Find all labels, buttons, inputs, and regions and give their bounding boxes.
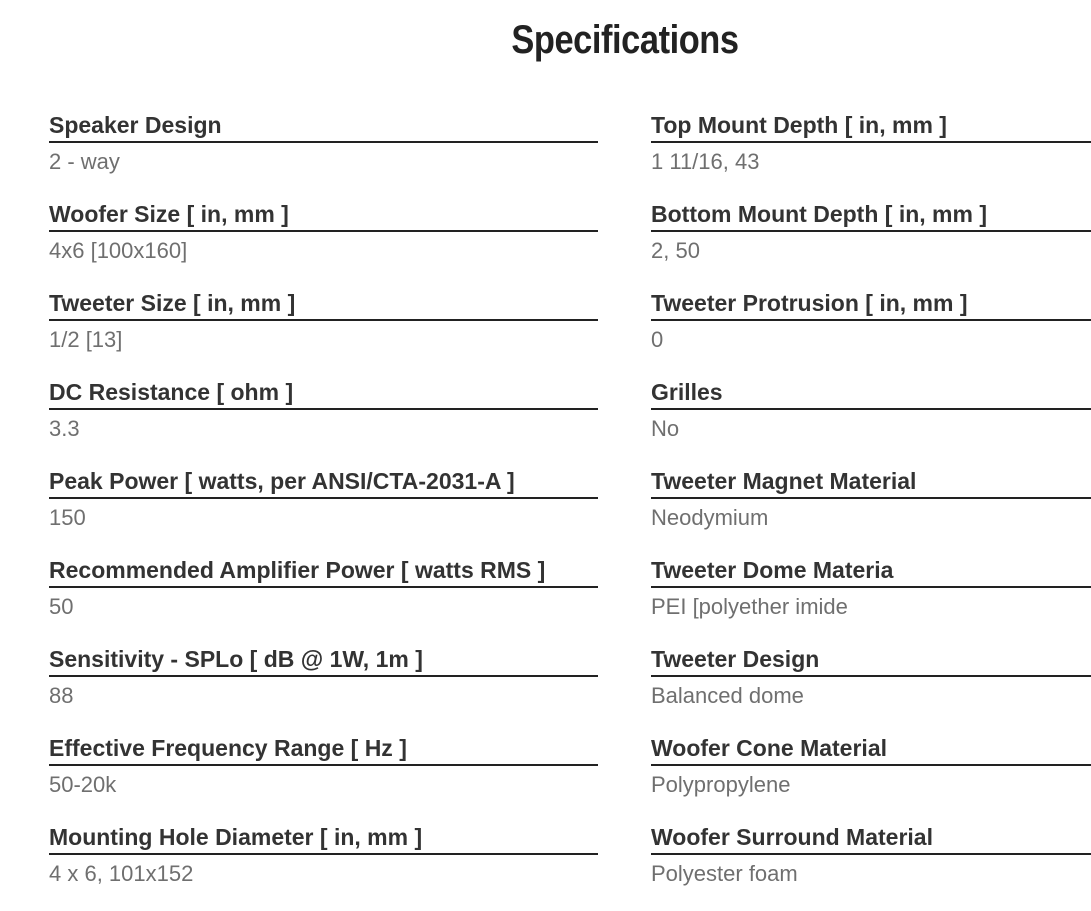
spec-value: 2 - way — [49, 147, 598, 177]
spec-value: 4x6 [100x160] — [49, 236, 598, 266]
spec-mounting-hole-diameter — [49, 822, 598, 911]
spec-value: 1/2 [13] — [49, 325, 598, 355]
spec-effective-frequency-range — [49, 733, 598, 822]
spec-label: Bottom Mount Depth [ in, mm ] — [651, 199, 1091, 232]
spec-top-mount-depth — [651, 110, 1091, 199]
specs-left-column — [49, 110, 598, 911]
spec-label: Tweeter Magnet Material — [651, 466, 1091, 499]
spec-label: Recommended Amplifier Power [ watts RMS ] — [49, 555, 598, 588]
spec-label: Woofer Size [ in, mm ] — [49, 199, 598, 232]
spec-tweeter-size — [49, 288, 598, 377]
spec-tweeter-design — [651, 644, 1091, 733]
spec-bottom-mount-depth — [651, 199, 1091, 288]
spec-woofer-cone-material — [651, 733, 1091, 822]
spec-value: 50-20k — [49, 770, 598, 800]
spec-speaker-design — [49, 110, 598, 199]
spec-tweeter-dome-material — [651, 555, 1091, 644]
spec-tweeter-magnet-material — [651, 466, 1091, 555]
spec-value: 150 — [49, 503, 598, 533]
spec-value: 4 x 6, 101x152 — [49, 859, 598, 889]
spec-value: 88 — [49, 681, 598, 711]
spec-label: Tweeter Dome Materia — [651, 555, 1091, 588]
spec-value: Polypropylene — [651, 770, 1091, 800]
spec-label: Grilles — [651, 377, 1091, 410]
spec-woofer-surround-material — [651, 822, 1091, 911]
spec-value: 50 — [49, 592, 598, 622]
spec-value: 0 — [651, 325, 1091, 355]
spec-dc-resistance — [49, 377, 598, 466]
spec-value: Neodymium — [651, 503, 1091, 533]
spec-value: 2, 50 — [651, 236, 1091, 266]
spec-label: Woofer Cone Material — [651, 733, 1091, 766]
spec-label: Tweeter Design — [651, 644, 1091, 677]
spec-value: Balanced dome — [651, 681, 1091, 711]
spec-recommended-amplifier-power — [49, 555, 598, 644]
spec-grilles — [651, 377, 1091, 466]
specs-right-column — [651, 110, 1091, 911]
spec-value: PEI [polyether imide — [651, 592, 1091, 622]
spec-peak-power — [49, 466, 598, 555]
spec-value: Polyester foam — [651, 859, 1091, 889]
spec-value: 3.3 — [49, 414, 598, 444]
spec-label: Woofer Surround Material — [651, 822, 1091, 855]
spec-sensitivity — [49, 644, 598, 733]
spec-label: Peak Power [ watts, per ANSI/CTA-2031-A ] — [49, 466, 598, 499]
page-title: Specifications — [88, 18, 1091, 63]
spec-label: Tweeter Size [ in, mm ] — [49, 288, 598, 321]
spec-label: Effective Frequency Range [ Hz ] — [49, 733, 598, 766]
spec-label: Sensitivity - SPLo [ dB @ 1W, 1m ] — [49, 644, 598, 677]
spec-label: Speaker Design — [49, 110, 598, 143]
spec-tweeter-protrusion — [651, 288, 1091, 377]
spec-label: DC Resistance [ ohm ] — [49, 377, 598, 410]
spec-label: Top Mount Depth [ in, mm ] — [651, 110, 1091, 143]
spec-label: Mounting Hole Diameter [ in, mm ] — [49, 822, 598, 855]
spec-value: No — [651, 414, 1091, 444]
spec-value: 1 11/16, 43 — [651, 147, 1091, 177]
spec-woofer-size — [49, 199, 598, 288]
spec-label: Tweeter Protrusion [ in, mm ] — [651, 288, 1091, 321]
